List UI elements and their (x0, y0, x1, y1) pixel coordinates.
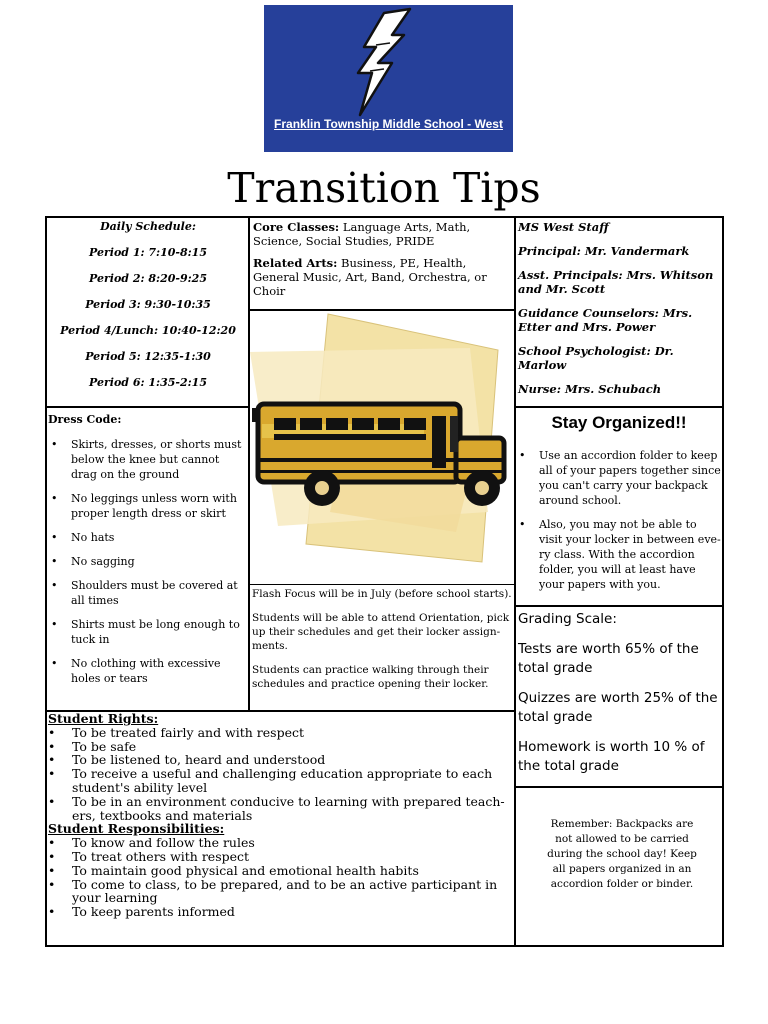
responsibilities-item: • To keep parents informed (48, 905, 510, 919)
staff-heading: MS West Staff (518, 220, 609, 234)
dress-code-heading: Dress Code: (48, 413, 122, 426)
schedule-period: Period 4/Lunch: 10:40-12:20 (60, 324, 236, 337)
school-logo (264, 5, 513, 152)
grading-scale-section (518, 610, 723, 787)
staff-member: Guidance Counselors: Mrs. Etter and Mrs. Power (518, 306, 693, 334)
stay-organized-heading: Stay Organized!! (551, 413, 687, 432)
page-title: Transition Tips (227, 164, 541, 212)
grid-staff-bottom (514, 406, 724, 408)
schedule-period: Period 3: 9:30-10:35 (85, 298, 211, 311)
related-arts-label: Related Arts: (253, 256, 338, 270)
related-arts-text: Business, PE, Health, General Music, Art, Band, Orchestra, or Choir (253, 256, 487, 298)
grid-top-border (45, 216, 724, 218)
dress-code-item: • No hats (48, 530, 248, 545)
schedule-period: Period 5: 12:35-1:30 (85, 350, 211, 363)
rights-item: • To be safe (48, 740, 510, 754)
schedule-heading: Daily Schedule: (100, 220, 196, 233)
related-arts (253, 256, 513, 298)
dress-code-item: • No sagging (48, 554, 248, 569)
grading-item: Homework is worth 10 % of the total grade (518, 739, 705, 774)
grid-organized-bottom (514, 605, 724, 607)
stay-organized-section (516, 410, 722, 601)
flash-focus-text: Students will be able to attend Orientation, pick up their schedules and get their locker assign-ments. (252, 612, 510, 652)
dress-code-item: • No leggings unless worn with proper length dress or skirt (48, 491, 248, 521)
dress-code-item: • Shoulders must be covered at all times (48, 578, 248, 608)
schedule-period: Period 6: 1:35-2:15 (89, 376, 207, 389)
daily-schedule (47, 219, 249, 401)
grid-classes-bottom (248, 309, 516, 311)
dress-code-item: • Skirts, dresses, or shorts must below the knee but cannot drag on the ground (48, 437, 248, 482)
responsibilities-item: • To know and follow the rules (48, 836, 510, 850)
responsibilities-heading: Student Responsibilities: (48, 821, 225, 837)
core-classes-text: Language Arts, Math, Science, Social Studies, PRIDE (253, 220, 471, 248)
grid-schedule-bottom (45, 406, 250, 408)
grading-item: Tests are worth 65% of the total grade (518, 641, 699, 676)
staff-member: School Psychologist: Dr. Marlow (518, 344, 674, 372)
flash-focus-text: Flash Focus will be in July (before school starts). (252, 588, 512, 600)
schedule-period: Period 1: 7:10-8:15 (89, 246, 207, 259)
rights-item: • To receive a useful and challenging education appropriate to each student's ability level (48, 767, 510, 795)
dress-code-item: • No clothing with excessive holes or tears (48, 656, 248, 686)
dress-code-section (48, 412, 248, 695)
flash-focus-text: Students can practice walking through their schedules and practice opening their locker. (252, 664, 489, 690)
classes-section (253, 220, 513, 306)
rights-section (48, 712, 510, 919)
core-classes (253, 220, 513, 248)
grading-heading: Grading Scale: (518, 611, 617, 627)
grading-item: Quizzes are worth 25% of the total grade (518, 690, 718, 725)
rights-heading: Student Rights: (48, 711, 159, 726)
organized-item: • Also, you may not be able to visit your locker in between eve-ry class. With the accordion folder, you will at least have your papers with you. (516, 517, 722, 592)
rights-item: • To be listened to, heard and understood (48, 753, 510, 767)
grid-bottom-border (45, 945, 724, 947)
responsibilities-item: • To come to class, to be prepared, and to be an active participant in your learning (48, 878, 510, 906)
school-bus-icon (250, 312, 514, 586)
staff-member: Nurse: Mrs. Schubach (518, 382, 662, 396)
school-name-link[interactable]: Franklin Township Middle School - West (274, 117, 503, 131)
responsibilities-item: • To treat others with respect (48, 850, 510, 864)
rights-item: • To be in an environment conducive to learning with prepared teach-ers, textbooks and materials (48, 795, 510, 823)
rights-item: • To be treated fairly and with respect (48, 726, 510, 740)
backpack-reminder: Remember: Backpacks are not allowed to be carried during the school day! Keep all papers organized in an accordion folder or binder. (547, 818, 697, 890)
organized-item: • Use an accordion folder to keep all of your papers together since you can't carry your backpack around school. (516, 448, 722, 508)
dress-code-item: • Shirts must be long enough to tuck in (48, 617, 248, 647)
flash-focus-section (252, 587, 514, 701)
schedule-period: Period 2: 8:20-9:25 (89, 272, 207, 285)
responsibilities-item: • To maintain good physical and emotional health habits (48, 864, 510, 878)
core-classes-label: Core Classes: (253, 220, 340, 234)
staff-member: Principal: Mr. Vandermark (518, 244, 690, 258)
staff-member: Asst. Principals: Mrs. Whitson and Mr. Scott (518, 268, 714, 296)
staff-section (518, 220, 723, 406)
